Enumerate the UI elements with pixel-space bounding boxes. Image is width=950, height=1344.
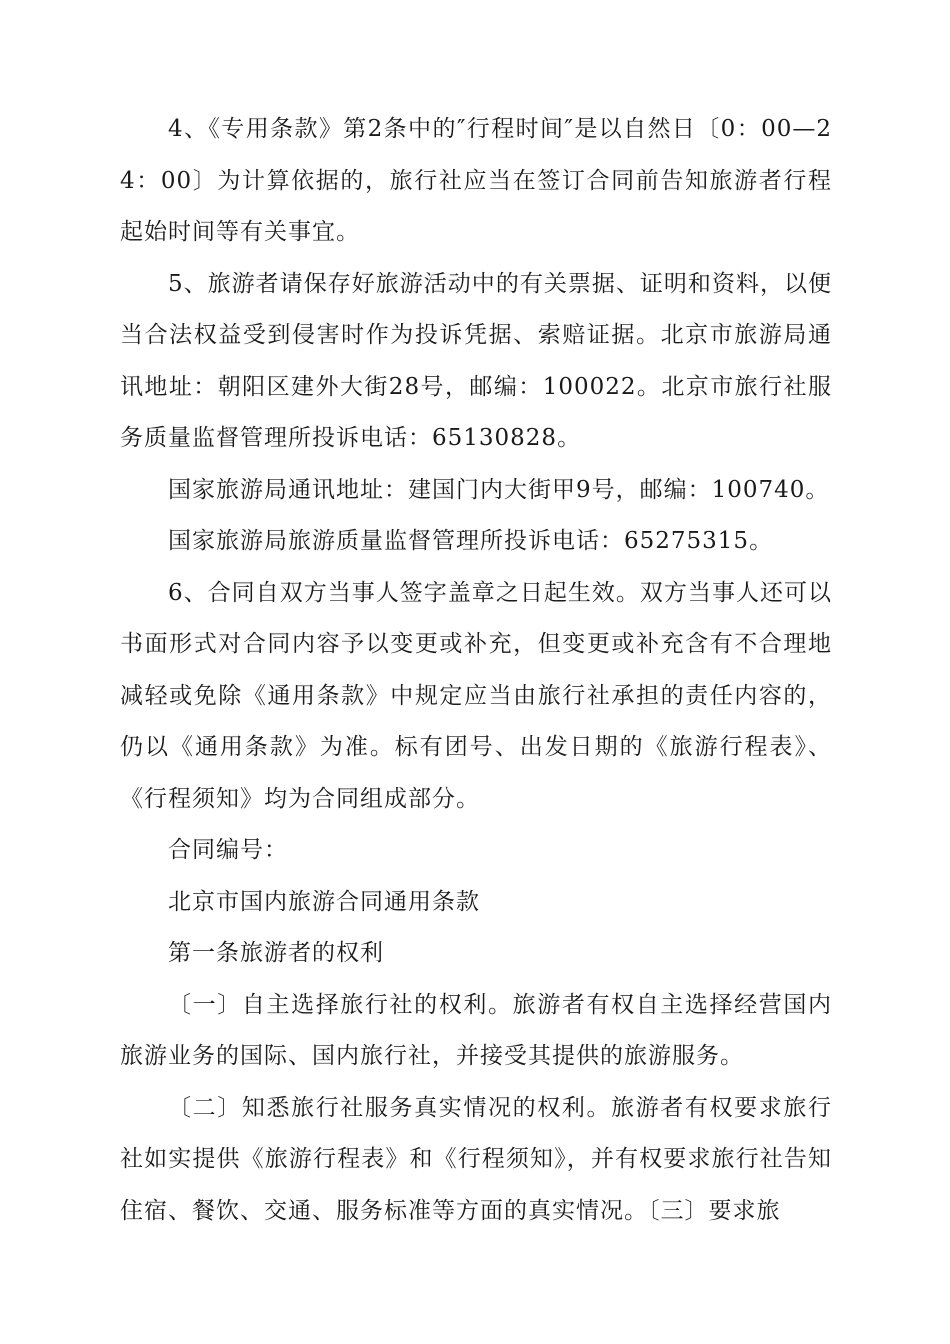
paragraph-clause-6-contract-effect: 6、合同自双方当事人签字盖章之日起生效。双方当事人还可以书面形式对合同内容予以变更或补充，但变更或补充含有不合理地减轻或免除《通用条款》中规定应当由旅行社承担的责任内容的，仍以《通用条款》为准。标有团号、出发日期的《旅游行程表》、《行程须知》均为合同组成部分。	[120, 579, 832, 812]
paragraph-contract-number: 合同编号：	[168, 837, 288, 863]
document-body	[120, 104, 832, 1237]
paragraph-right-know-service: 〔二〕知悉旅行社服务真实情况的权利。旅游者有权要求旅行社如实提供《旅游行程表》和《行程须知》，并有权要求旅行社告知住宿、餐饮、交通、服务标准等方面的真实情况。〔三〕要求旅	[120, 1094, 832, 1224]
section-heading-general-terms: 北京市国内旅游合同通用条款	[168, 888, 480, 915]
paragraph-national-tourism-address: 国家旅游局通讯地址：建国门内大街甲9号，邮编：100740。	[168, 476, 830, 503]
paragraph-right-choose-agency: 〔一〕自主选择旅行社的权利。旅游者有权自主选择经营国内旅游业务的国际、国内旅行社，并接受其提供的旅游服务。	[120, 991, 832, 1069]
article-heading-tourist-rights: 第一条旅游者的权利	[168, 940, 384, 966]
paragraph-clause-4-itinerary-time: 4、《专用条款》第2条中的″行程时间″是以自然日〔0：00—24：00〕为计算依据的，旅行社应当在签订合同前告知旅游者行程起始时间等有关事宜。	[120, 116, 832, 245]
paragraph-national-complaint-phone: 国家旅游局旅游质量监督管理所投诉电话：65275315。	[168, 528, 774, 554]
paragraph-clause-5-complaint-evidence: 5、旅游者请保存好旅游活动中的有关票据、证明和资料，以便当合法权益受到侵害时作为投诉凭据、索赔证据。北京市旅游局通讯地址：朝阳区建外大街28号，邮编：100022。北京市旅行社服务质量监督管理所投诉电话：65130828。	[120, 270, 832, 451]
